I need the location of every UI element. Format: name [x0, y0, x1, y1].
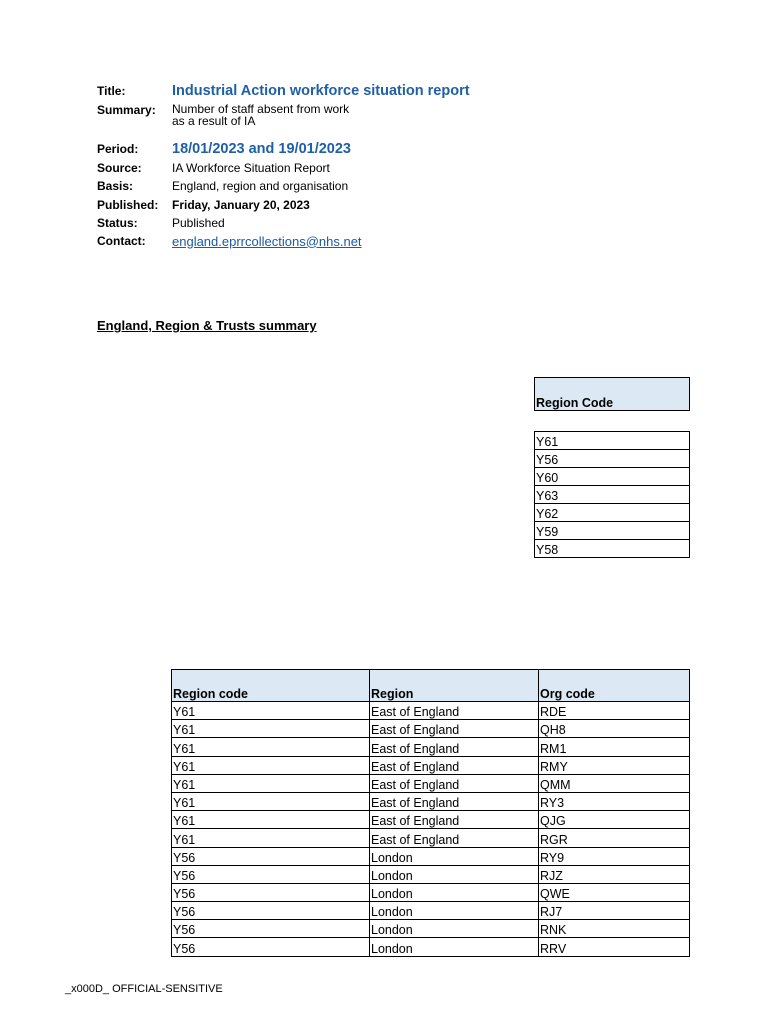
cell-region: East of England [370, 774, 539, 792]
region-code-header-row [535, 378, 690, 411]
contact-email-link[interactable]: england.eprrcollections@nhs.net [172, 233, 362, 249]
cell-org-code: RJZ [539, 865, 690, 883]
basis-value: England, region and organisation [172, 179, 349, 193]
source-label: Source: [97, 161, 142, 175]
basis-label: Basis: [97, 179, 134, 193]
region-code-row [535, 468, 690, 486]
cell-region-code: Y56 [172, 938, 370, 956]
org-table [171, 669, 690, 957]
region-code-header: Region Code [535, 378, 690, 411]
cell-org-code: RRV [539, 938, 690, 956]
header-region: Region [370, 670, 539, 702]
region-code-table [534, 377, 690, 558]
table-row [172, 720, 690, 738]
title-row [97, 80, 470, 102]
cell-region: London [370, 865, 539, 883]
cell-region-code: Y61 [172, 702, 370, 720]
summary-line-1: Number of staff absent from work [172, 102, 350, 116]
region-code-cell: Y59 [535, 522, 690, 540]
spacer-cell [535, 411, 690, 432]
table-row [172, 738, 690, 756]
cell-org-code: RJ7 [539, 902, 690, 920]
cell-org-code: QH8 [539, 720, 690, 738]
cell-region: East of England [370, 829, 539, 847]
table-row [172, 774, 690, 792]
cell-region: East of England [370, 792, 539, 810]
cell-region: East of England [370, 720, 539, 738]
cell-region: East of England [370, 811, 539, 829]
region-code-cell: Y63 [535, 486, 690, 504]
cell-region: London [370, 847, 539, 865]
cell-region-code: Y61 [172, 738, 370, 756]
region-code-row [535, 504, 690, 522]
report-metadata [97, 80, 470, 250]
cell-region-code: Y56 [172, 883, 370, 901]
region-code-row [535, 450, 690, 468]
cell-region-code: Y61 [172, 756, 370, 774]
cell-region: East of England [370, 702, 539, 720]
table-row [172, 938, 690, 956]
summary-label: Summary: [97, 103, 156, 117]
contact-row [97, 232, 470, 250]
table-row [172, 792, 690, 810]
cell-region: London [370, 920, 539, 938]
table-row [172, 902, 690, 920]
region-code-row [535, 486, 690, 504]
status-label: Status: [97, 216, 138, 230]
org-table-body [172, 702, 690, 957]
cell-region-code: Y61 [172, 774, 370, 792]
region-code-cell: Y61 [535, 432, 690, 450]
section-title: England, Region & Trusts summary [97, 318, 317, 333]
cell-region: East of England [370, 738, 539, 756]
published-row [97, 195, 470, 214]
org-table-header-row [172, 670, 690, 702]
cell-region: London [370, 883, 539, 901]
summary-text [172, 103, 349, 139]
region-code-cell: Y62 [535, 504, 690, 522]
cell-region-code: Y61 [172, 720, 370, 738]
region-code-row [535, 432, 690, 450]
table-row [172, 756, 690, 774]
table-row [172, 920, 690, 938]
status-row [97, 214, 470, 232]
table-row [172, 702, 690, 720]
cell-region: London [370, 902, 539, 920]
region-code-row [535, 540, 690, 558]
cell-region-code: Y56 [172, 865, 370, 883]
table-row [172, 829, 690, 847]
cell-region-code: Y56 [172, 920, 370, 938]
period-row [97, 139, 470, 159]
cell-region-code: Y61 [172, 792, 370, 810]
region-code-cell: Y56 [535, 450, 690, 468]
table-row [172, 811, 690, 829]
status-value: Published [172, 216, 225, 230]
contact-label: Contact: [97, 234, 146, 248]
footer-classification: _x000D_ OFFICIAL-SENSITIVE [65, 983, 223, 995]
cell-org-code: RY3 [539, 792, 690, 810]
spacer-row [535, 411, 690, 432]
title-label: Title: [97, 84, 126, 98]
period-label: Period: [97, 142, 139, 156]
header-org-code: Org code [539, 670, 690, 702]
cell-org-code: QJG [539, 811, 690, 829]
table-row [172, 865, 690, 883]
cell-region-code: Y56 [172, 847, 370, 865]
cell-org-code: RMY [539, 756, 690, 774]
cell-region-code: Y61 [172, 811, 370, 829]
cell-org-code: RGR [539, 829, 690, 847]
cell-region: East of England [370, 756, 539, 774]
table-row [172, 883, 690, 901]
summary-row [97, 102, 470, 139]
cell-org-code: RNK [539, 920, 690, 938]
region-code-row [535, 522, 690, 540]
cell-region-code: Y56 [172, 902, 370, 920]
table-row [172, 847, 690, 865]
cell-org-code: RM1 [539, 738, 690, 756]
cell-org-code: RDE [539, 702, 690, 720]
source-row [97, 159, 470, 177]
report-title: Industrial Action workforce situation report [172, 83, 470, 99]
source-value: IA Workforce Situation Report [172, 161, 330, 175]
basis-row [97, 177, 470, 195]
cell-org-code: QMM [539, 774, 690, 792]
header-region-code: Region code [172, 670, 370, 702]
cell-org-code: RY9 [539, 847, 690, 865]
cell-org-code: QWE [539, 883, 690, 901]
region-code-cell: Y60 [535, 468, 690, 486]
published-value: Friday, January 20, 2023 [172, 197, 310, 212]
published-label: Published: [97, 197, 159, 212]
summary-line-2: as a result of IA [172, 114, 256, 128]
region-code-cell: Y58 [535, 540, 690, 558]
cell-region-code: Y61 [172, 829, 370, 847]
cell-region: London [370, 938, 539, 956]
period-value: 18/01/2023 and 19/01/2023 [172, 141, 351, 157]
